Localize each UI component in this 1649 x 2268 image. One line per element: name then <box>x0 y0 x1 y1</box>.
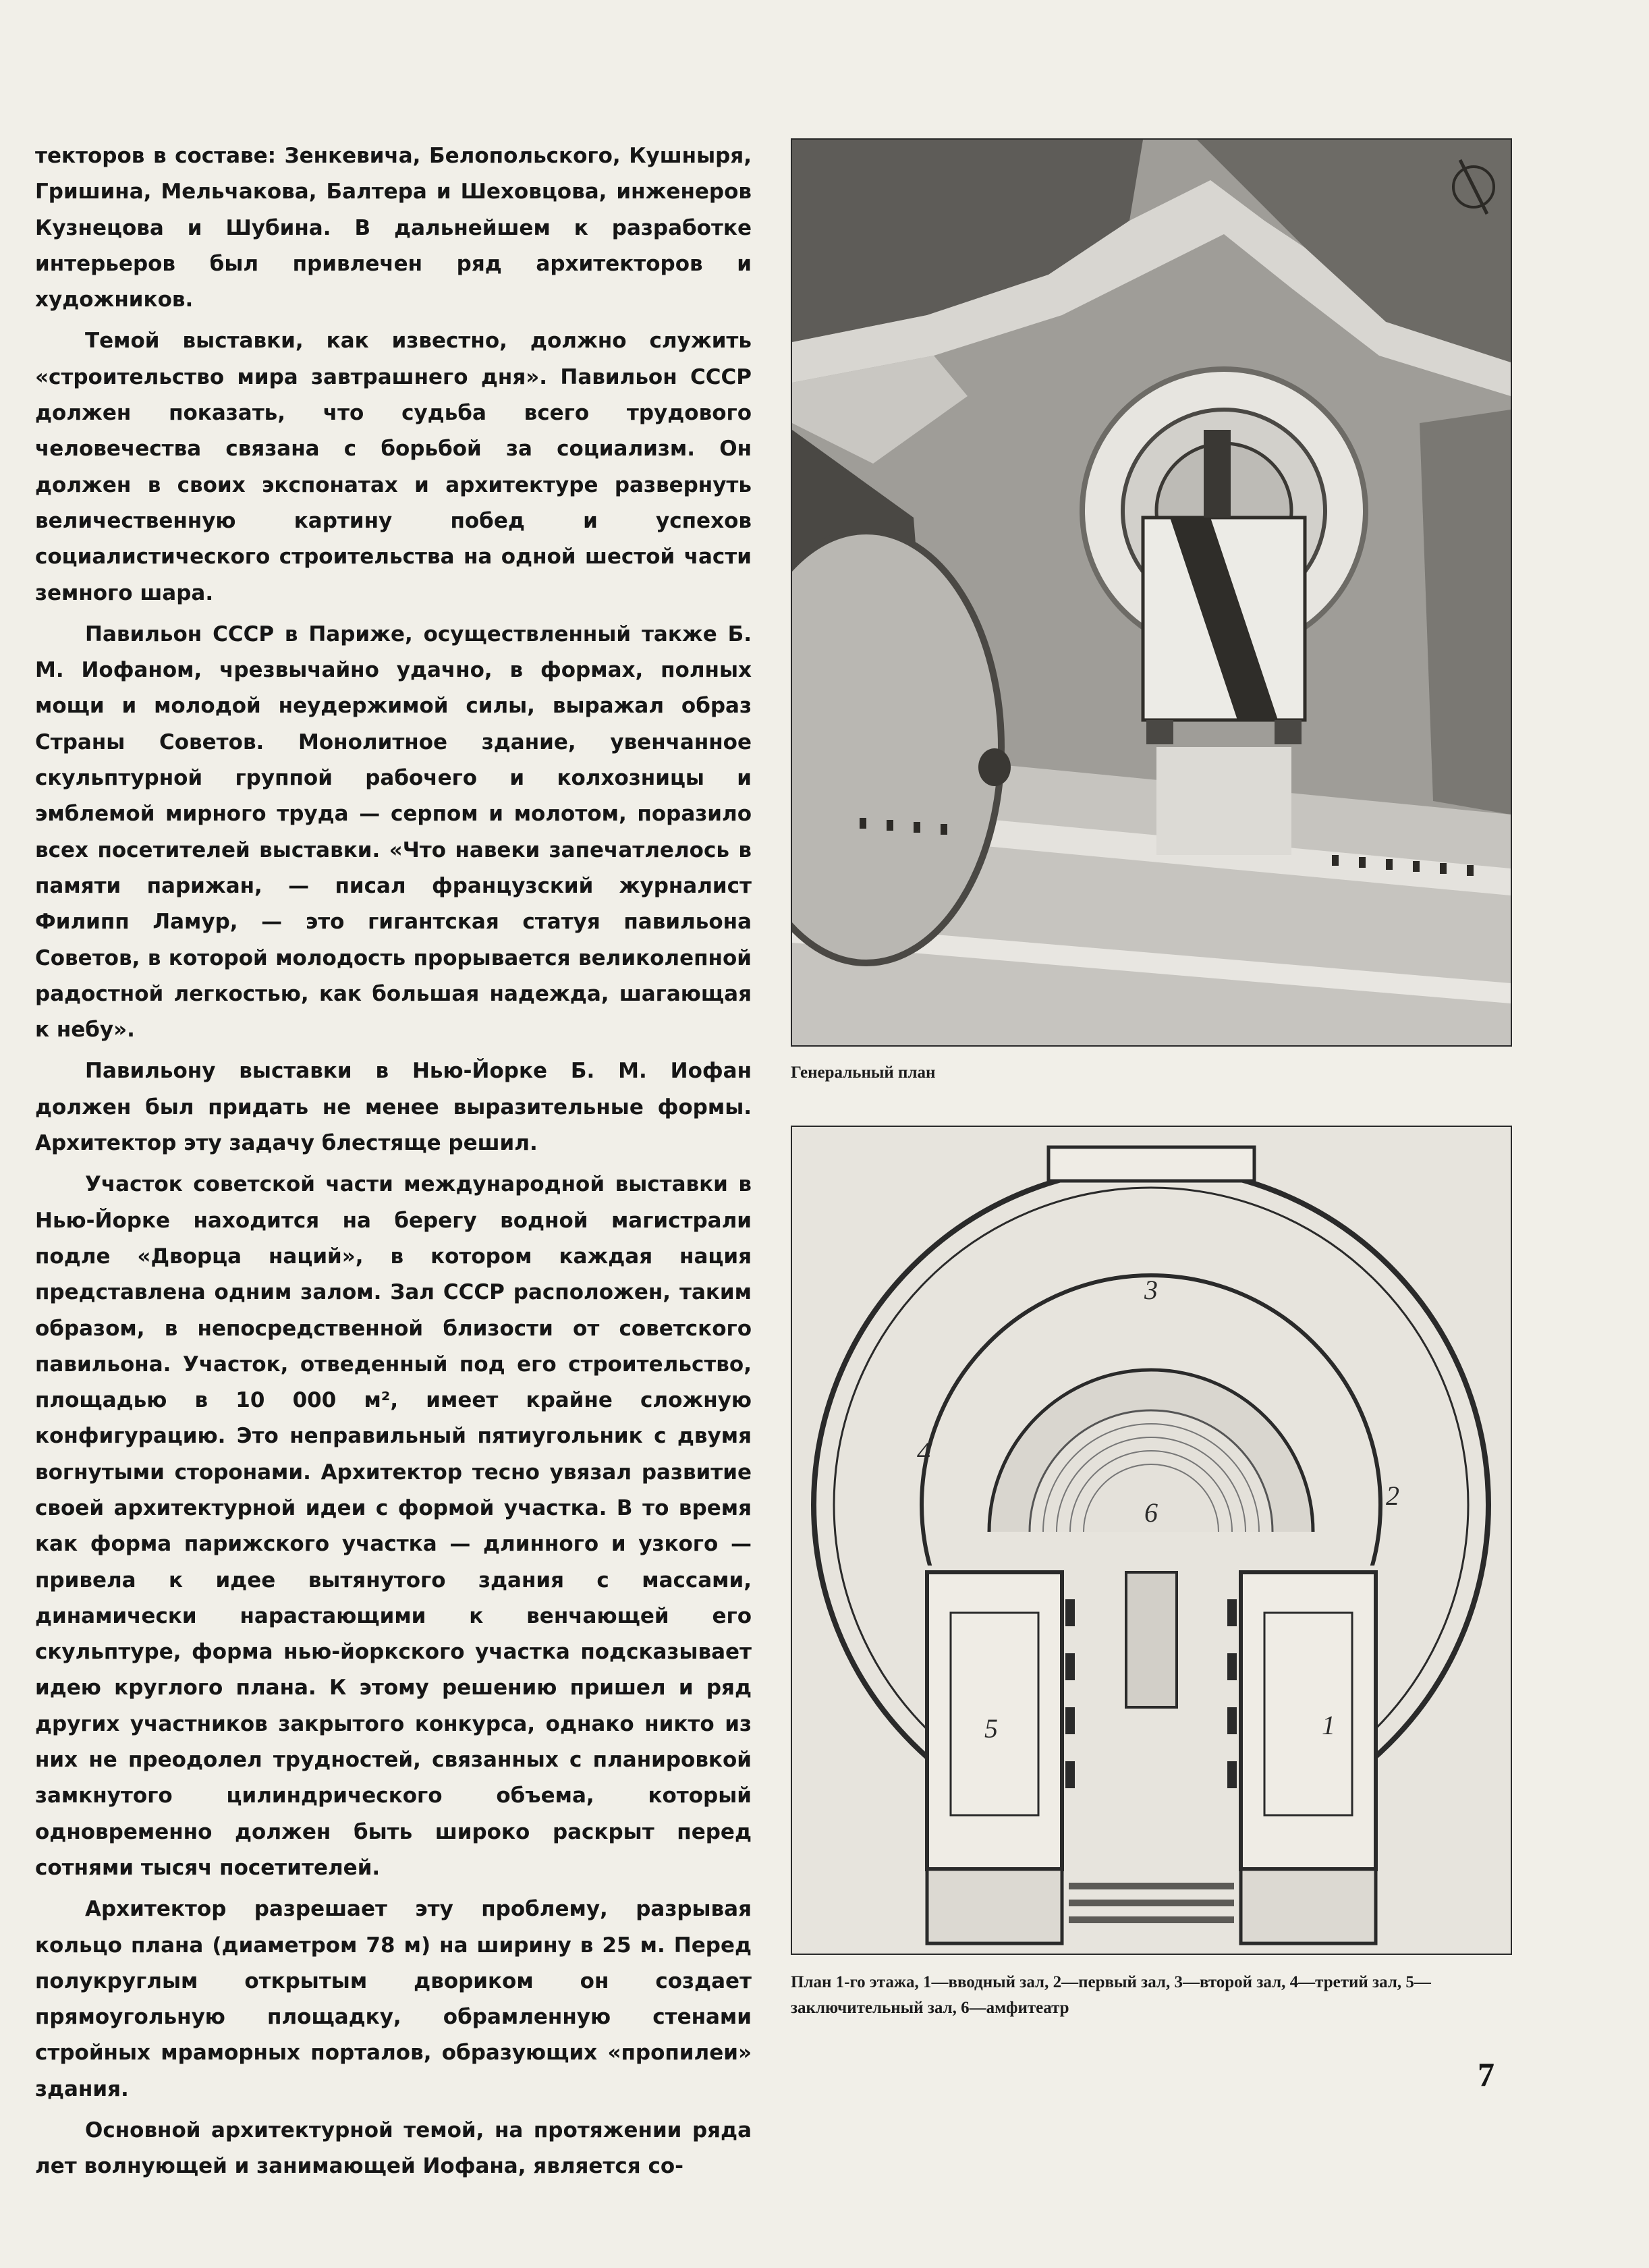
article-paragraph-2: Темой выставки, как известно, должно служить «строительство мира завтрашнего дня». Павильон СССР должен показать, что судьба всего трудового человечества связана с борьбой за социализм. Он должен в своих экспонатах и архитектуре развернуть величественную картину побед и успехов социалистического строительства на одной шестой части земного шара. <box>35 329 752 605</box>
plan-label-4: 4 <box>917 1437 930 1467</box>
article-paragraph-4: Павильону выставки в Нью-Йорке Б. М. Иофан должен был придать не менее выразительные формы. Архитектор эту задачу блестяще решил. <box>35 1059 752 1156</box>
site-plan-drawing <box>792 140 1511 1045</box>
article-paragraph-1: текторов в составе: Зенкевича, Белопольского, Кушныря, Гришина, Мельчакова, Балтера и Шеховцова, инженеров Кузнецова и Шубина. В дальнейшем к разработке интерьеров был привлечен ряд архитекторов и художников. <box>35 144 752 312</box>
floor-plan-svg <box>792 1127 1511 1954</box>
plan-label-1: 1 <box>1322 1710 1335 1740</box>
article-paragraph-3: Павильон СССР в Париже, осуществленный также Б. М. Иофаном, чрезвычайно удачно, в формах, полных мощи и молодой неудержимой силы, выражал образ Страны Советов. Монолитное здание, увенчанное скульптурной группой рабочего и колхозницы и эмблемой мирного труда — серпом и молотом, поразило всех посетителей выставки. «Что навеки запечатлелось в памяти парижан, — писал французский журналист Филипп Ламур, — это гигантская статуя павильона Советов, в которой молодость прорывается великолепной радостной легкостью, как большая надежда, шагающая к небу». <box>35 621 752 1043</box>
plan-label-2: 2 <box>1386 1481 1399 1511</box>
article-paragraph-7: Основной архитектурной темой, на протяжении ряда лет волнующей и занимающей Иофана, является со- <box>35 2118 752 2179</box>
page-number: 7 <box>1478 2055 1494 2093</box>
plan-label-3: 3 <box>1144 1275 1158 1305</box>
article-paragraph-5: Участок советской части международной выставки в Нью-Йорке находится на берегу водной магистрали подле «Дворца наций», в котором каждая нация представлена одним залом. Зал СССР расположен, таким образом, в непосредственной близости от советского павильона. Участок, отведенный под его строительство, площадью в 10 000 м², имеет крайне сложную конфигурацию. Это неправильный пятиугольник с двумя вогнутыми сторонами. Архитектор тесно увязал развитие своей архитектурной идеи с формой участка. В то время как форма парижского участка — длинного и узкого — привела к идее вытянутого здания с массами, динамически нарастающими к венчающей его скульптуре, форма нью-йоркского участка подсказывает идею круглого плана. К этому решению пришел и ряд других участников закрытого конкурса, однако никто из них не преодолел трудностей, связанных с планировкой замкнутого цилиндрического объема, который одновременно должен быть широко раскрыт перед сотнями тысяч посетителей. <box>35 1172 752 1880</box>
site-plan-photo <box>791 138 1512 1047</box>
plan-label-6: 6 <box>1144 1497 1158 1528</box>
plan-label-5: 5 <box>984 1713 998 1744</box>
article-paragraph-6: Архитектор разрешает эту проблему, разрывая кольцо плана (диаметром 78 м) на ширину в 25 м. Перед полукруглым открытым двориком он создает прямоугольную площадку, обрамленную стенами стройных мраморных порталов, образующих «пропилеи» здания. <box>35 1897 752 2101</box>
site-plan-caption: Генеральный план <box>791 1063 936 1082</box>
floor-plan-caption: План 1-го этажа, 1—вводный зал, 2—первый зал, 3—второй зал, 4—третий зал, 5—заключительный зал, 6—амфитеатр <box>791 1973 1431 2017</box>
floor-plan-drawing <box>791 1126 1512 1955</box>
article-text-column <box>35 138 752 2185</box>
